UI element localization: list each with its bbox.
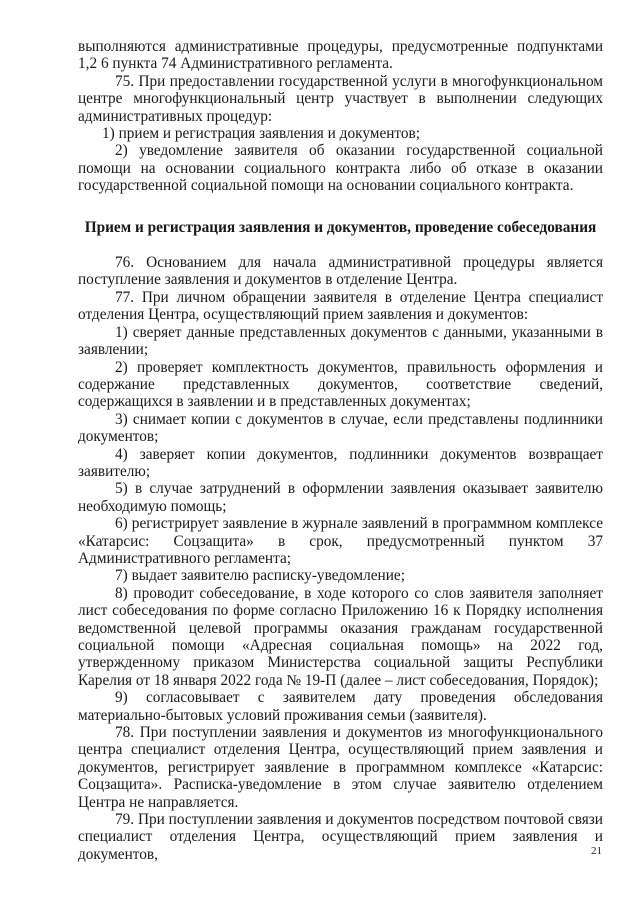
paragraph-78: 78. При поступлении заявления и документов из многофункционального центра специалист отделения Центра, осуществляющий прием заявления и документов, регистрирует заявление в программном комплексе «Катарсис: Соцзащита». Расписка-уведомление в этом случае заявителю отделением Центра не направляется. bbox=[78, 724, 603, 811]
list-item-75-1: 1) прием и регистрация заявления и документов; bbox=[102, 125, 421, 143]
list-item-77-7: 7) выдает заявителю расписку-уведомление; bbox=[115, 567, 405, 585]
list-item-77-4: 4) заверяет копии документов, подлинники документов возвращает заявителю; bbox=[78, 445, 603, 480]
paragraph-75: 75. При предоставлении государственной услуги в многофункциональном центре многофункциональный центр участвует в выполнении следующих административных процедур: bbox=[78, 72, 603, 125]
list-item-77-1: 1) сверяет данные представленных документов с данными, указанными в заявлении; bbox=[78, 323, 603, 359]
list-item-77-9: 9) согласовывает с заявителем дату проведения обследования материально-бытовых условий проживания семьи (заявителя). bbox=[78, 689, 603, 724]
list-item-75-2: 2) уведомление заявителя об оказании государственной социальной помощи на основании социального контракта либо об отказе в оказании государственной социальной помощи на основании социального контракта. bbox=[78, 142, 603, 195]
list-item-77-3: 3) снимает копии с документов в случае, если представлены подлинники документов; bbox=[78, 410, 603, 446]
document-page bbox=[78, 38, 603, 863]
page-number: 21 bbox=[591, 845, 602, 857]
paragraph-79: 79. При поступлении заявления и документов посредством почтовой связи специалист отделения Центра, осуществляющий прием заявления и документов, bbox=[78, 811, 603, 863]
paragraph-76: 76. Основанием для начала административной процедуры является поступление заявления и документов в отделение Центра. bbox=[78, 254, 603, 289]
section-heading: Прием и регистрация заявления и документов, проведение собеседования bbox=[84, 218, 597, 236]
paragraph-continuation: выполняются административные процедуры, предусмотренные подпунктами 1,2 6 пункта 74 Административного регламента. bbox=[78, 38, 603, 73]
list-item-77-2: 2) проверяет комплектность документов, правильность оформления и содержание представленных документов, соответствие сведений, содержащихся в заявлении и в представленных документах; bbox=[78, 358, 603, 411]
list-item-77-5: 5) в случае затруднений в оформлении заявления оказывает заявителю необходимую помощь; bbox=[78, 480, 603, 515]
paragraph-77: 77. При личном обращении заявителя в отделение Центра специалист отделения Центра, осуществляющий прием заявления и документов: bbox=[78, 288, 603, 324]
list-item-77-6: 6) регистрирует заявление в журнале заявлений в программном комплексе «Катарсис: Соцзащита» в срок, предусмотренный пунктом 37 Административного регламента; bbox=[78, 515, 603, 567]
list-item-77-8: 8) проводит собеседование, в ходе которого со слов заявителя заполняет лист собеседования по форме согласно Приложению 16 к Порядку исполнения ведомственной целевой программы оказания гражданам государственной социальной помощи «Адресная социальная помощь» на 2022 год, утвержденному приказом Министерства социальной защиты Республики Карелия от 18 января 2022 года № 19-П (далее – лист собеседования, Порядок); bbox=[78, 584, 603, 689]
